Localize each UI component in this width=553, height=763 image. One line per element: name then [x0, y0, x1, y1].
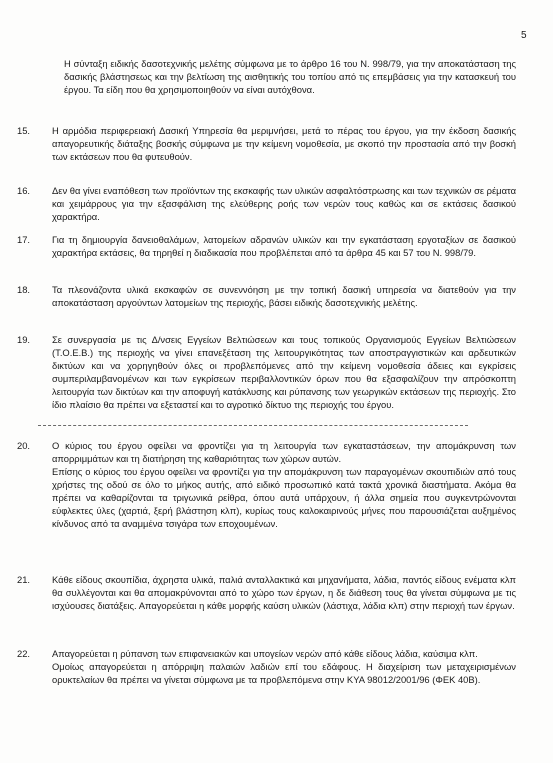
- item-number: 18.: [17, 284, 31, 295]
- item-number: 19.: [17, 334, 31, 345]
- item-paragraph: Απαγορεύεται η ρύπανση των επιφανειακών και υπογείων νερών από κάθε είδους λάδια, καύσιμα κλπ.: [52, 648, 478, 659]
- item-paragraph: Ομοίως απαγορεύεται η απόρριψη παλαιών λαδιών επί του εδάφους. Η διαχείριση των μεταχειρισμένων ορυκτελαίων θα πρέπει να γίνεται σύμφωνα με τα προβλεπόμενα στην ΚΥΑ 98012/2001/96 (ΦΕΚ 40Β).: [52, 661, 516, 685]
- item-number: 20.: [17, 440, 31, 451]
- item-number: 16.: [17, 185, 31, 196]
- item-paragraph: Σε συνεργασία με τις Δ/νσεις Εγγείων Βελτιώσεων και τους τοπικούς Οργανισμούς Εγγείων Βελτιώσεων (Τ.Ο.Ε.Β.) της περιοχής να γίνει επανεξέταση της λειτουργικότητας των αποστραγγιστικών και αρδευτικών δικτύων και να χορηγηθούν όλες οι προβλεπόμενες από την κείμενη νομοθεσία άδειες και εγκρίσεις συμπεριλαμβανομένων και των εγκρίσεων περιβαλλοντικών όρων που θα εξασφαλίζουν την απρόσκοπτη λειτουργία των δικτύων και την αποφυγή κατάκλυσης και ρύπανσης των γεωργικών εκτάσεων της περιοχής. Στο ίδιο πλαίσιο θα πρέπει να εξεταστεί και το αγροτικό δίκτυο της περιοχής του έργου.: [52, 334, 516, 410]
- item-paragraph: Για τη δημιουργία δανειοθαλάμων, λατομείων αδρανών υλικών και την εγκατάσταση εργοταξίων σε δασικού χαρακτήρα εκτάσεις, θα τηρηθεί η διαδικασία που προβλέπεται από τα άρθρα 45 και 57 του Ν. 998/79.: [52, 234, 516, 258]
- item-number: 17.: [17, 234, 31, 245]
- item-number: 15.: [17, 125, 31, 136]
- dashed-divider: [38, 425, 468, 426]
- page-number: 5: [521, 30, 527, 41]
- item-paragraph: Τα πλεονάζοντα υλικά εκσκαφών σε συνεννόηση με την τοπική δασική υπηρεσία να διατεθούν για την αποκατάσταση αργούντων λατομείων της περιοχής, βάσει ειδικής δασοτεχνικής μελέτης.: [52, 284, 516, 308]
- item-paragraph: Επίσης ο κύριος του έργου οφείλει να φροντίζει για την απομάκρυνση των παραγομένων σκουπιδιών από τους χρήστες της οδού σε όλο το μήκος αυτής, από ειδικό προσωπικό κατά τακτά χρονικά διαστήματα. Ακόμα θα πρέπει να καθαρίζονται τα τριγωνικά ρείθρα, όπου αυτά υπάρχουν, ή άλλα σημεία που συγκεντρώνονται εύφλεκτες ύλες (χαρτιά, ξερή βλάστηση κλπ), κυρίως τους καλοκαιρινούς μήνες που παρουσιάζεται αυξημένος κίνδυνος από τα αναμμένα τσιγάρα των εποχουμένων.: [52, 466, 516, 529]
- item-paragraph: Η σύνταξη ειδικής δασοτεχνικής μελέτης σύμφωνα με το άρθρο 16 του Ν. 998/79, για την αποκατάσταση της δασικής βλάστησεως και την βελτίωση της αισθητικής του τοπίου από τις επεμβάσεις για την κατασκευή του έργου. Τα είδη που θα χρησιμοποιηθούν να είναι αυτόχθονα.: [64, 58, 516, 95]
- item-number: 22.: [17, 648, 31, 659]
- item-paragraph: Δεν θα γίνει εναπόθεση των προϊόντων της εκσκαφής των υλικών ασφαλτόστρωσης και των τεχνικών σε ρέματα και χειμάρρους για την εξασφάλιση της ελεύθερης ροής των νερών τους καθώς και σε εκτάσεις δασικού χαρακτήρα.: [52, 185, 516, 222]
- item-paragraph: Κάθε είδους σκουπίδια, άχρηστα υλικά, παλιά ανταλλακτικά και μηχανήματα, λάδια, παντός είδους ενέματα κλπ θα συλλέγονται και θα απομακρύνονται από το χώρο των έργων, η δε διάθεση τους θα γίνεται σύμφωνα με τις ισχύουσες διατάξεις. Απαγορεύεται η κάθε μορφής καύση υλικών (λάστιχα, λάδια κλπ) στην περιοχή των έργων.: [52, 574, 516, 611]
- item-paragraph: Ο κύριος του έργου οφείλει να φροντίζει για τη λειτουργία των εγκαταστάσεων, την απομάκρυνση των απορριμμάτων και τη διατήρηση της καθαριότητας των χώρων αυτών.: [52, 440, 516, 464]
- item-paragraph: Η αρμόδια περιφερειακή Δασική Υπηρεσία θα μεριμνήσει, μετά το πέρας του έργου, για την έκδοση δασικής απαγορευτικής διάταξης βοσκής σύμφωνα με την κείμενη νομοθεσία, με σκοπό την προστασία από την βοσκή των εκτάσεων που θα φυτευθούν.: [52, 125, 516, 162]
- item-number: 21.: [17, 574, 31, 585]
